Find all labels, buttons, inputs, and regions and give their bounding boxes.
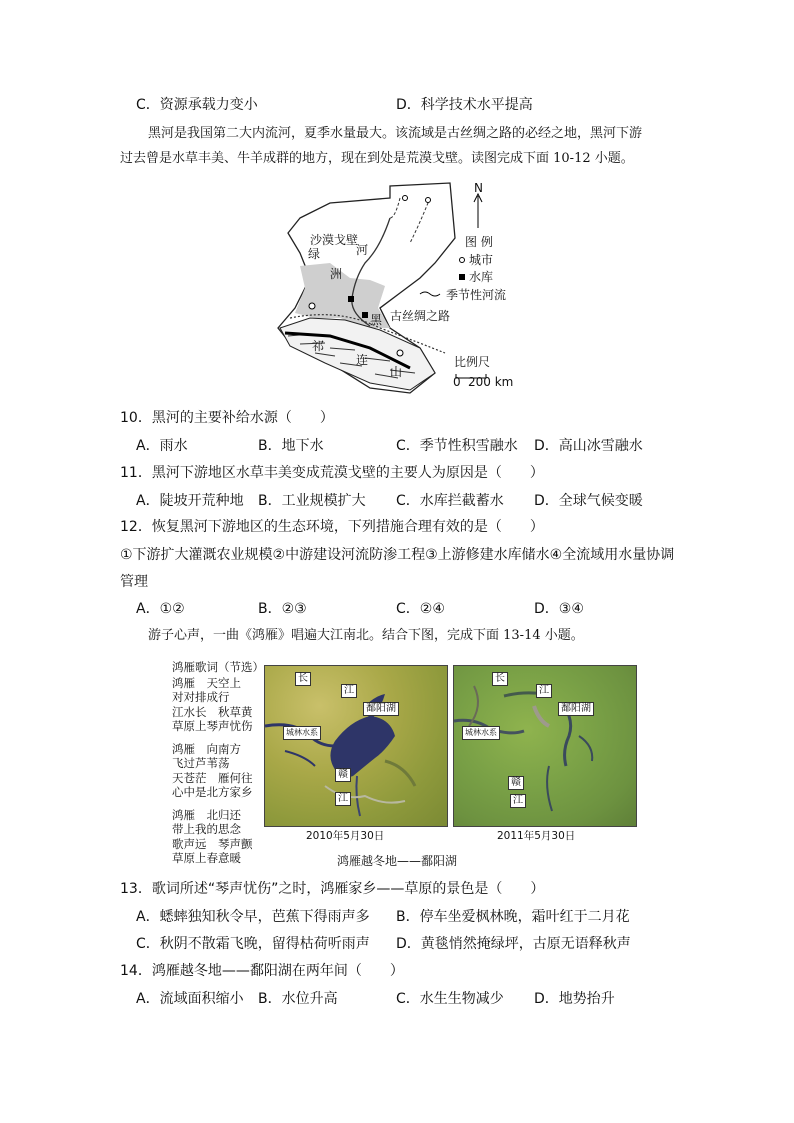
city-1 bbox=[309, 303, 315, 309]
poem-line: 心中是北方家乡 bbox=[172, 785, 253, 799]
label-river-2: 黑 bbox=[370, 313, 383, 327]
date-2010: 2010年5月30日 bbox=[306, 830, 385, 842]
label-small-left: 城林水系 bbox=[283, 726, 321, 740]
label-desert: 沙漠戈壁 bbox=[310, 233, 359, 247]
poem-block bbox=[172, 660, 264, 866]
intro-line-2: 过去曾是水草丰美、牛羊成群的地方，现在到处是荒漠戈壁。读图完成下面 10-12 小题。 bbox=[120, 151, 634, 166]
date-2011: 2011年5月30日 bbox=[497, 830, 576, 842]
poem-line: 对对排成行 bbox=[172, 690, 230, 704]
label-ganjiang-right: 江 bbox=[510, 794, 526, 808]
label-ganjiang-left: 江 bbox=[335, 792, 351, 806]
option-c: C．资源承载力变小 bbox=[136, 97, 258, 113]
label-lake-right: 鄱阳湖 bbox=[558, 702, 594, 716]
label-jiang-right: 江 bbox=[536, 684, 552, 698]
poem-line: 飞过芦苇荡 bbox=[172, 756, 230, 770]
option-d: D．科学技术水平提高 bbox=[396, 97, 533, 113]
label-chang-left: 长 bbox=[295, 672, 311, 686]
poem-line: 鸿雁 向南方 bbox=[172, 741, 241, 756]
label-river-1: 河 bbox=[356, 243, 369, 257]
q12-a: A．①② bbox=[136, 601, 185, 617]
poem-line: 鸿雁 北归还 bbox=[172, 807, 241, 822]
photo-caption: 鸿雁越冬地——鄱阳湖 bbox=[337, 854, 458, 868]
q10-a: A．雨水 bbox=[136, 438, 188, 454]
north-label: N bbox=[474, 181, 483, 195]
label-oasis-1: 绿 bbox=[308, 247, 321, 261]
poem-line: 鸿雁 天空上 bbox=[172, 675, 241, 690]
q13-d: D．黄毯悄然掩绿坪，古原无语释秋声 bbox=[396, 936, 631, 952]
q11-stem: 11．黑河下游地区水草丰美变成荒漠戈壁的主要人为原因是（ ） bbox=[120, 465, 544, 481]
city-3 bbox=[403, 196, 408, 201]
legend-city: 城市 bbox=[469, 253, 494, 267]
q10-c: C．季节性积雪融水 bbox=[396, 438, 518, 454]
photo-2011 bbox=[453, 665, 637, 827]
photo-2010 bbox=[264, 665, 448, 827]
label-chang-right: 长 bbox=[492, 672, 508, 686]
poem-line: 天苍茫 雁何往 bbox=[172, 770, 253, 785]
label-lake-left: 鄱阳湖 bbox=[363, 702, 399, 716]
q12-items: ①下游扩大灌溉农业规模②中游建设河流防渗工程③上游修建水库储水④全流域用水量协调 bbox=[120, 547, 675, 563]
city-2 bbox=[397, 350, 403, 356]
label-mtn-2: 连 bbox=[356, 353, 369, 367]
q13-stem: 13．歌词所述“琴声忧伤”之时，鸿雁家乡——草原的景色是（ ） bbox=[120, 881, 545, 897]
q11-c: C．水库拦截蓄水 bbox=[396, 493, 504, 509]
q12-c: C．②④ bbox=[396, 601, 445, 617]
q13-b: B．停车坐爱枫林晚，霜叶红于二月花 bbox=[396, 909, 630, 925]
legend-title: 图 例 bbox=[465, 235, 493, 249]
label-small-right: 城林水系 bbox=[462, 726, 500, 740]
q10-d: D．高山冰雪融水 bbox=[534, 438, 643, 454]
q14-c: C．水生生物减少 bbox=[396, 991, 504, 1007]
q14-b: B．水位升高 bbox=[258, 991, 338, 1007]
poem-line: 江水长 秋草黄 bbox=[172, 704, 253, 719]
q11-a: A．陡坡开荒种地 bbox=[136, 493, 244, 509]
q12-stem: 12．恢复黑河下游地区的生态环境，下列措施合理有效的是（ ） bbox=[120, 519, 544, 535]
q14-stem: 14．鸿雁越冬地——鄱阳湖在两年间（ ） bbox=[120, 963, 404, 979]
label-mtn-3: 山 bbox=[390, 365, 403, 379]
reservoir-1 bbox=[348, 296, 354, 302]
intro-line-1: 黑河是我国第二大内流河，夏季水量最大。该流域是古丝绸之路的必经之地，黑河下游 bbox=[148, 126, 643, 141]
scale-200: 200 km bbox=[468, 375, 514, 389]
q12-b: B．②③ bbox=[258, 601, 307, 617]
q13-a: A．蟋蟀独知秋令早，芭蕉下得雨声多 bbox=[136, 909, 370, 925]
label-oasis-2: 洲 bbox=[330, 267, 343, 281]
poem-line: 歌声远 琴声颤 bbox=[172, 836, 253, 851]
q10-stem: 10．黑河的主要补给水源（ ） bbox=[120, 410, 334, 426]
reservoir-2 bbox=[362, 312, 368, 318]
scale-zero: 0 bbox=[453, 375, 461, 389]
label-gan-left: 赣 bbox=[335, 768, 351, 782]
q13-c: C．秋阴不散霜飞晚，留得枯荷听雨声 bbox=[136, 936, 370, 952]
legend-seasonal: 季节性河流 bbox=[446, 288, 507, 302]
q14-a: A．流域面积缩小 bbox=[136, 991, 244, 1007]
q12-items-2: 管理 bbox=[120, 574, 148, 590]
label-silk-road: 古丝绸之路 bbox=[390, 309, 451, 323]
q11-b: B．工业规模扩大 bbox=[258, 493, 366, 509]
q11-d: D．全球气候变暖 bbox=[534, 493, 643, 509]
q14-d: D．地势抬升 bbox=[534, 991, 615, 1007]
poem-line: 草原上琴声忧伤 bbox=[172, 719, 253, 733]
city-4 bbox=[426, 198, 431, 203]
label-mtn-1: 祁 bbox=[312, 339, 325, 353]
label-jiang-left: 江 bbox=[341, 684, 357, 698]
scale-title: 比例尺 bbox=[454, 355, 491, 369]
poem-title: 鸿雁歌词（节选） bbox=[172, 660, 264, 674]
legend-reservoir: 水库 bbox=[469, 270, 494, 284]
q12-d: D．③④ bbox=[534, 601, 584, 617]
intro-2: 游子心声，一曲《鸿雁》唱遍大江南北。结合下图，完成下面 13-14 小题。 bbox=[148, 628, 584, 643]
poem-line: 带上我的思念 bbox=[172, 822, 241, 836]
q10-b: B．地下水 bbox=[258, 438, 324, 454]
label-gan-right: 赣 bbox=[508, 776, 524, 790]
heihe-map bbox=[270, 178, 530, 398]
poem-line: 草原上春意暖 bbox=[172, 851, 241, 865]
